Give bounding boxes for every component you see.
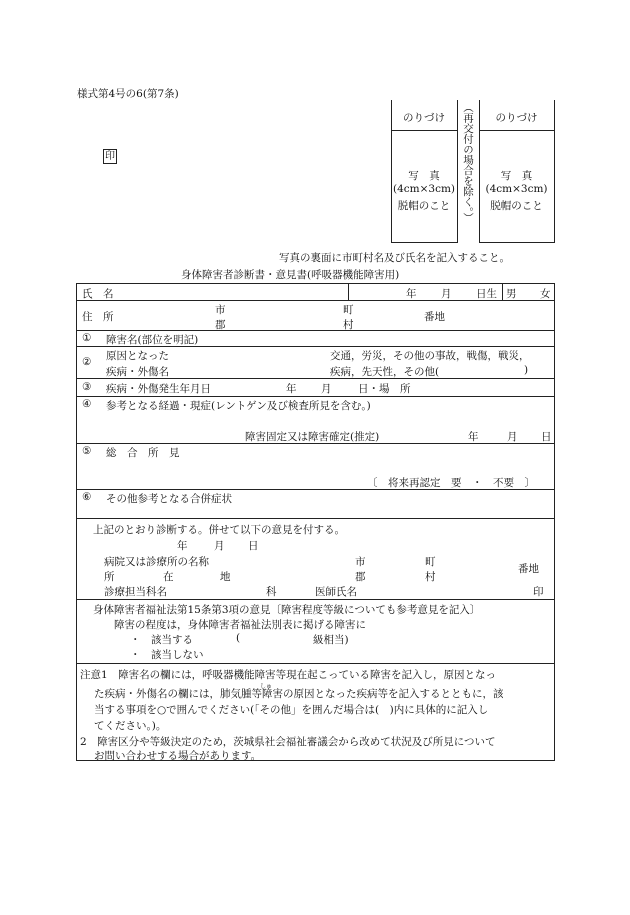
- photo-back-note: 写真の裏面に市町村名及び氏名を記入すること。: [279, 252, 510, 264]
- diag-village: 村: [425, 571, 436, 583]
- diag-city: 市: [355, 556, 366, 568]
- diag-town: 町: [425, 556, 436, 568]
- diag-county: 郡: [355, 571, 366, 583]
- row5-number: ⑤: [82, 445, 92, 457]
- diagnosis-statement: 上記のとおり診断する。併せて以下の意見を付する。: [93, 524, 345, 536]
- photo-size-left: (4cm×3cm): [392, 183, 456, 195]
- note-ruby: しゅ: [260, 683, 273, 690]
- cause-close: ): [524, 364, 529, 376]
- onset-month: 月: [321, 383, 332, 395]
- cause-options-2: 疾病，先天性，その他(: [330, 366, 440, 378]
- address-city: 市: [215, 304, 226, 316]
- photo-label-right: 写 真: [500, 170, 533, 182]
- address-town: 町: [343, 304, 354, 316]
- note2-line1: 2 障害区分や等級決定のため，茨城県社会福祉審議会から改めて状況及び所見について: [80, 736, 496, 748]
- opinion-degree: 障害の程度は，身体障害者福祉法別表に掲げる障害に: [114, 619, 366, 631]
- findings-label: 総 合 所 見: [106, 447, 180, 459]
- note1-line4: てください。)。: [94, 720, 167, 732]
- history-label: 参考となる経過・現症(レントゲン及び検査所見を含む。): [106, 400, 371, 412]
- address-label: 住 所: [82, 311, 114, 323]
- disability-name-label: 障害名(部位を明記): [106, 334, 199, 346]
- row4-number: ④: [82, 398, 92, 410]
- fixed-day: 日: [541, 431, 552, 443]
- row2-number: ②: [82, 356, 92, 368]
- fixed-label: 障害固定又は障害確定(推定): [245, 431, 380, 443]
- photo-label-left: 写 真: [408, 170, 440, 182]
- location-a: 所: [104, 571, 115, 583]
- photo-size-right: (4cm×3cm): [485, 183, 548, 195]
- opinion-grade-open: (: [236, 632, 241, 644]
- cause-options-1: 交通，労災，その他の事故，戦傷，戦災，: [330, 350, 530, 362]
- address-banchi: 番地: [424, 311, 445, 323]
- opinion-grade: 級相当): [313, 634, 349, 646]
- form-title: 身体障害者診断書・意見書(呼吸器機能障害用): [181, 269, 400, 281]
- complications-label: その他参考となる合併症状: [106, 493, 232, 505]
- photo-hat-left: 脱帽のこと: [397, 200, 451, 212]
- onset-label: 疾病・外傷発生年月日: [106, 383, 211, 395]
- form-number: 様式第4号の6(第7条): [77, 88, 179, 100]
- location-b: 在: [163, 571, 174, 583]
- hospital-label: 病院又は診療所の名称: [104, 556, 209, 568]
- onset-day-place: 日・場 所: [358, 383, 411, 395]
- note1-line3: 当する事項を○で囲んでください(「その他」を囲んだ場合は( )内に具体的に記入し: [94, 704, 489, 716]
- stamp-mark: 印: [105, 151, 115, 162]
- birth-month: 月: [441, 288, 452, 300]
- doctor-dept-label: 診療担当科名: [104, 586, 167, 598]
- birth-year: 年: [406, 288, 417, 300]
- photo-glue-left: のりづけ: [403, 112, 445, 124]
- location-c: 地: [220, 571, 231, 583]
- note1-line1: 注意1 障害名の欄には，呼吸器機能障害等現在起こっている障害を記入し，原因となっ: [80, 669, 496, 681]
- name-label: 氏 名: [82, 288, 114, 300]
- doctor-dept-ka: 科: [266, 586, 277, 598]
- row3-number: ③: [82, 381, 92, 393]
- address-county: 郡: [215, 319, 226, 331]
- note2-line2: お問い合わせする場合があります。: [94, 750, 262, 762]
- diagnosis-month: 月: [214, 540, 225, 552]
- row6-number: ⑥: [82, 491, 92, 503]
- sex-female: 女: [540, 288, 551, 300]
- diagnosis-year: 年: [177, 540, 188, 552]
- photo-glue-right: のりづけ: [495, 112, 538, 124]
- fixed-month: 月: [507, 431, 518, 443]
- opinion-title: 身体障害者福祉法第15条第3項の意見〔障害程度等級についても参考意見を記入〕: [93, 604, 481, 616]
- note1-line2: た疾病・外傷名の欄には，肺気腫等障害の原因となった疾病等を記入するとともに，該: [94, 688, 504, 700]
- photo-hat-right: 脱帽のこと: [490, 200, 543, 212]
- cause-label-1: 原因となった: [106, 350, 169, 362]
- row1-number: ①: [82, 332, 92, 344]
- birth-day: 日生: [476, 288, 497, 300]
- address-village: 村: [343, 319, 354, 331]
- sex-male: 男: [506, 288, 517, 300]
- doctor-seal: 印: [533, 586, 544, 598]
- diag-banchi: 番地: [518, 563, 539, 575]
- cause-label-2: 疾病・外傷名: [106, 366, 169, 378]
- doctor-name-label: 医師氏名: [315, 586, 357, 598]
- photo-reissue-note: （再交付の場合を除く。）: [462, 102, 474, 223]
- diagnosis-day: 日: [248, 540, 259, 552]
- opinion-not-applies: ・ 該当しない: [130, 649, 204, 661]
- onset-year: 年: [286, 383, 297, 395]
- fixed-year: 年: [468, 431, 479, 443]
- opinion-applies: ・ 該当する: [130, 634, 193, 646]
- recheck-note: 〔 将来再認定 要 ・ 不要 〕: [367, 477, 535, 489]
